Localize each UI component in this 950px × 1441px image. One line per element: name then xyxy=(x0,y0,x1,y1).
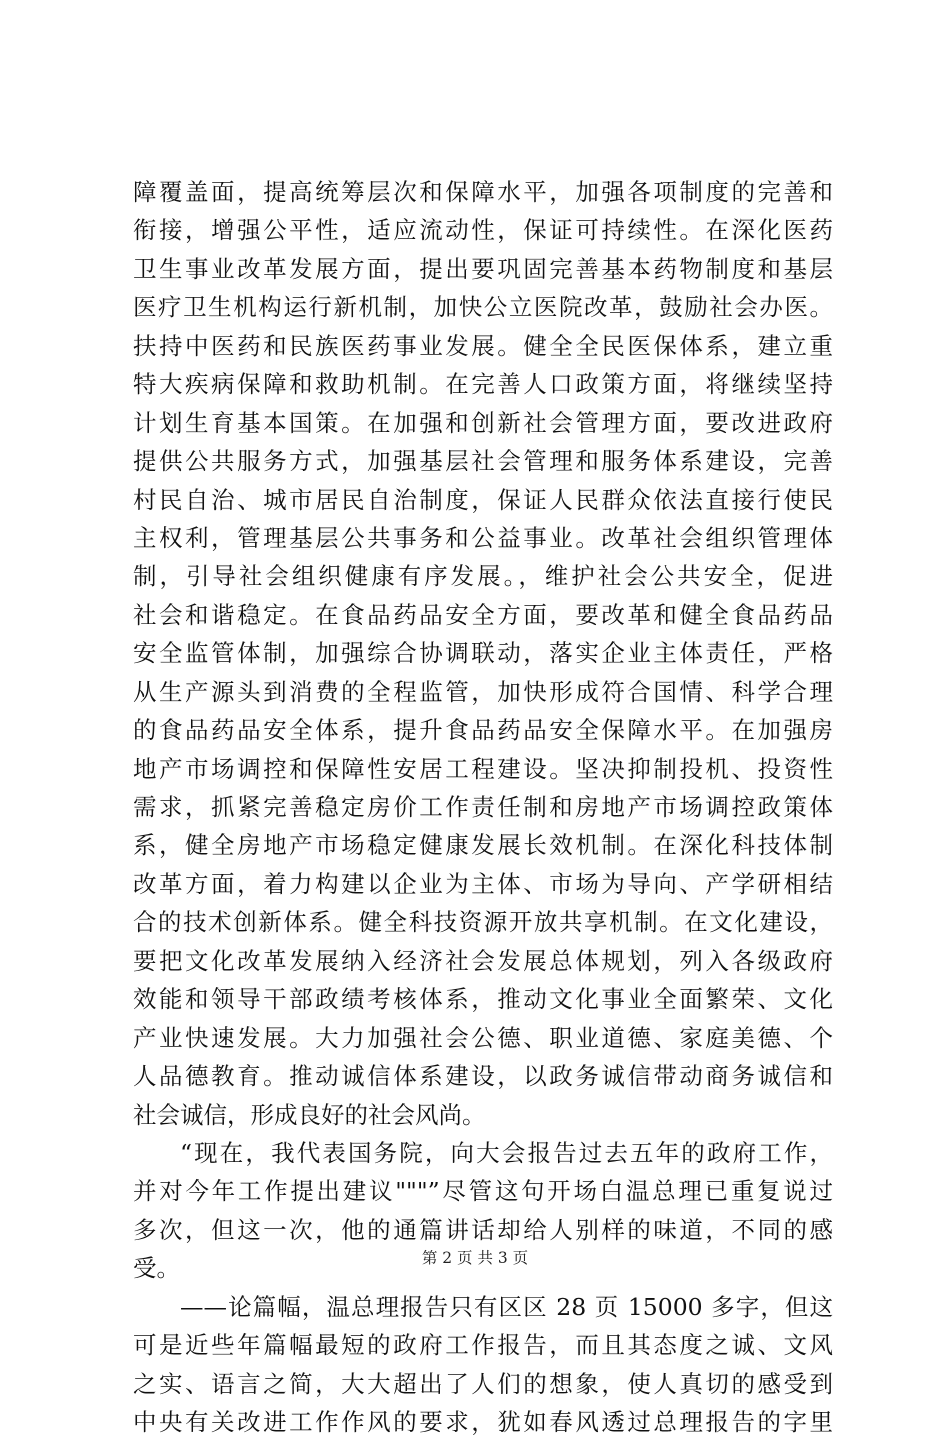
paragraph-1-line: 安全监管体制，加强综合协调联动，落实企业主体责任，严格 xyxy=(133,639,833,668)
paragraph-1-line: 社会和谐稳定。在食品药品安全方面，要改革和健全食品药品 xyxy=(133,600,833,629)
paragraph-1-line: 从生产源头到消费的全程监管，加快形成符合国情、科学合理 xyxy=(133,677,833,706)
paragraph-1-line: 产业快速发展。大力加强社会公德、职业道德、家庭美德、个 xyxy=(133,1023,833,1052)
paragraph-1-line: 人品德教育。推动诚信体系建设，以政务诚信带动商务诚信和 xyxy=(133,1062,833,1091)
paragraph-1-line: 制，引导社会组织健康有序发展。，维护社会公共安全，促进 xyxy=(133,562,833,591)
paragraph-1-line: 障覆盖面，提高统筹层次和保障水平，加强各项制度的完善和 xyxy=(133,178,833,206)
paragraph-1-line: 地产市场调控和保障性安居工程建设。坚决抑制投机、投资性 xyxy=(133,754,833,783)
paragraph-1-line: 改革方面，着力构建以企业为主体、市场为导向、产学研相结 xyxy=(133,869,833,898)
paragraph-1-line: 村民自治、城市居民自治制度，保证人民群众依法直接行使民 xyxy=(133,485,833,514)
paragraph-1-line: 要把文化改革发展纳入经济社会发展总体规划，列入各级政府 xyxy=(133,946,833,975)
paragraph-3-line: 可是近些年篇幅最短的政府工作报告，而且其态度之诚、文风 xyxy=(133,1331,833,1360)
paragraph-1-line: 衔接，增强公平性，适应流动性，保证可持续性。在深化医药 xyxy=(133,216,833,245)
paragraph-1-line: 扶持中医药和民族医药事业发展。健全全民医保体系，建立重 xyxy=(133,331,833,360)
paragraph-1-line: 社会诚信，形成良好的社会风尚。 xyxy=(133,1100,486,1129)
paragraph-1-line: 合的技术创新体系。健全科技资源开放共享机制。在文化建设， xyxy=(133,908,833,937)
paragraph-2-line: 受。 xyxy=(133,1254,180,1283)
paragraph-1-line: 需求，抓紧完善稳定房价工作责任制和房地产市场调控政策体 xyxy=(133,793,833,821)
paragraph-1-line: 医疗卫生机构运行新机制，加快公立医院改革，鼓励社会办医。 xyxy=(133,293,833,322)
paragraph-1-line: 主权利，管理基层公共事务和公益事业。改革社会组织管理体 xyxy=(133,523,833,552)
paragraph-2-line: 多次，但这一次，他的通篇讲话却给人别样的味道，不同的感 xyxy=(133,1215,833,1244)
paragraph-1-line: 系，健全房地产市场稳定健康发展长效机制。在深化科技体制 xyxy=(133,831,833,860)
paragraph-1-line: 卫生事业改革发展方面，提出要巩固完善基本药物制度和基层 xyxy=(133,254,833,283)
paragraph-1-line: 提供公共服务方式，加强基层社会管理和服务体系建设，完善 xyxy=(133,447,833,476)
paragraph-1-line: 的食品药品安全体系，提升食品药品安全保障水平。在加强房 xyxy=(133,716,833,745)
paragraph-1-line: 特大疾病保障和救助机制。在完善人口政策方面，将继续坚持 xyxy=(133,370,833,399)
paragraph-3-line: ——论篇幅，温总理报告只有区区 28 页 15000 多字，但这 xyxy=(180,1292,833,1321)
paragraph-3-line: 之实、语言之简，大大超出了人们的想象，使人真切的感受到 xyxy=(133,1369,833,1398)
paragraph-2-line: “现在，我代表国务院，向大会报告过去五年的政府工作， xyxy=(180,1138,833,1167)
paragraph-1-line: 计划生育基本国策。在加强和创新社会管理方面，要改进政府 xyxy=(133,408,833,437)
paragraph-2-line: 并对今年工作提出建议"""”尽管这句开场白温总理已重复说过 xyxy=(133,1177,833,1206)
paragraph-3-line: 中央有关改进工作作风的要求，犹如春风透过总理报告的字里 xyxy=(133,1408,833,1436)
paragraph-1-line: 效能和领导干部政绩考核体系，推动文化事业全面繁荣、文化 xyxy=(133,985,833,1014)
page-footer: 第 2 页 共 3 页 xyxy=(421,1249,529,1267)
